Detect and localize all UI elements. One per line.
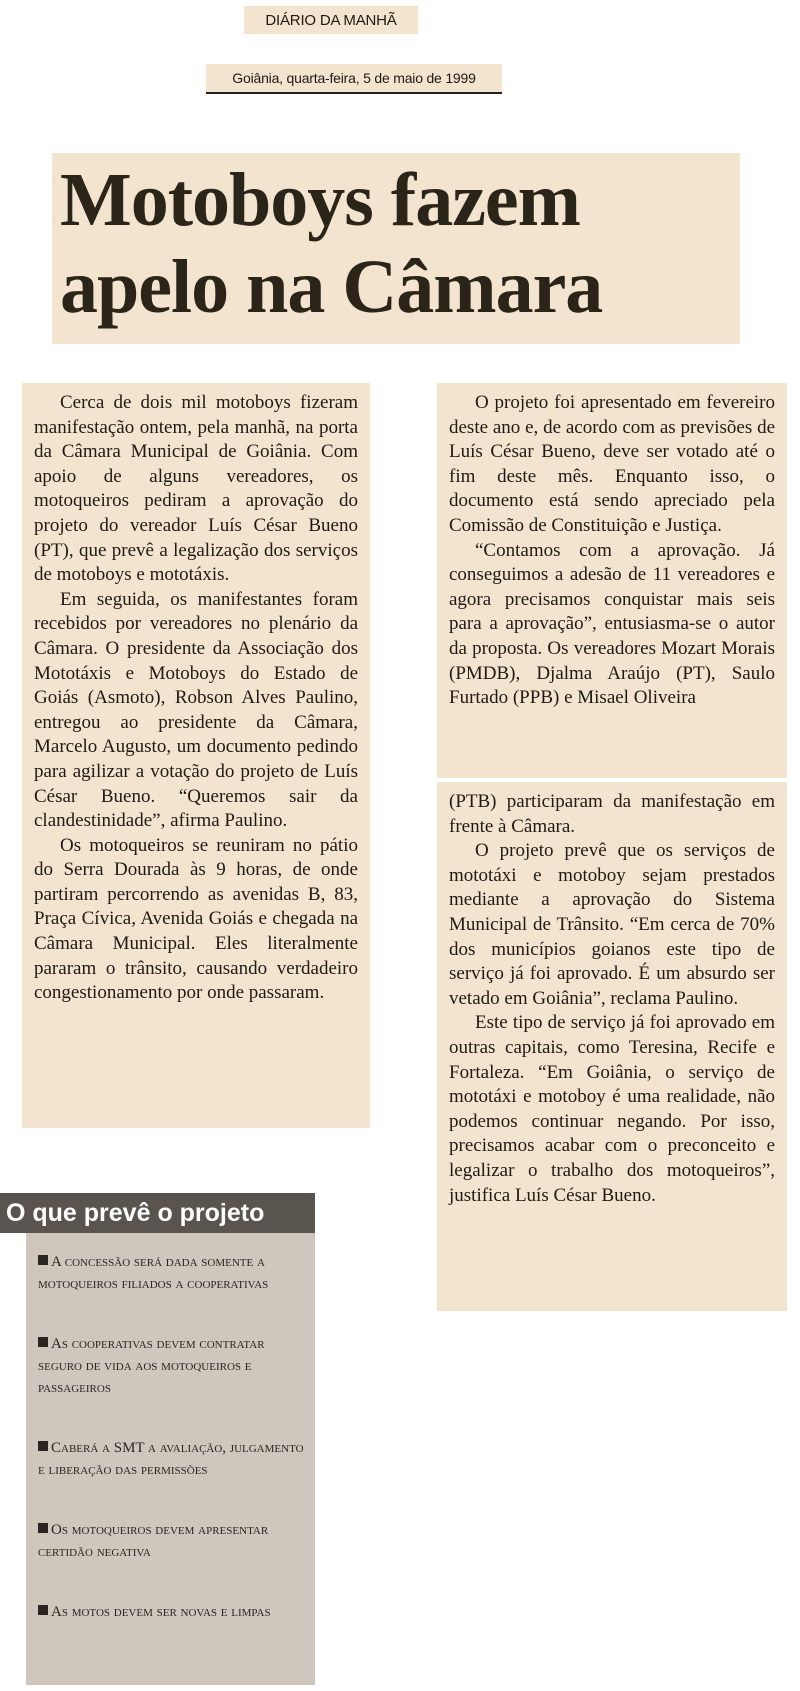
sidebar-box [26,1233,315,1685]
masthead: DIÁRIO DA MANHÃ [244,6,418,34]
sidebar-item-text: Caberá a SMT a avaliação, julgamento e liberação das permissões [38,1440,304,1478]
sidebar-item-text: As cooperativas devem contratar seguro de vida aos motoqueiros e passageiros [38,1336,265,1396]
article-paragraph: O projeto prevê que os serviços de mototáxi e motoboy sejam prestados mediante a aprovação do Sistema Municipal de Trânsito. “Em cerca de 70% dos municípios goianos este tipo de serviço já foi aprovado. É um absurdo ser vetado em Goiânia”, reclama Paulino. [449,840,775,1009]
article-paragraph: Os motoqueiros se reuniram no pátio do Serra Dourada às 9 horas, de onde partiram percorrendo as avenidas B, 83, Praça Cívica, Avenida Goiás e chegada na Câmara Municipal. Eles literalmente pararam o trânsito, causando verdadeiro congestionamento por onde passaram. [34,834,358,1004]
article-column-left [22,383,370,1128]
article-paragraph: O projeto foi apresentado em fevereiro deste ano e, de acordo com as previsões de Luís César Bueno, deve ser votado até o fim deste mês. Enquanto isso, o documento está sendo apreciado pela Comissão de Constituição e Justiça. [449,392,775,536]
article-paragraph: Cerca de dois mil motoboys fizeram manifestação ontem, pela manhã, na porta da Câmara Municipal de Goiânia. Com apoio de alguns vereadores, os motoqueiros pediram a aprovação do projeto do vereador Luís César Bueno (PT), que prevê a legalização dos serviços de motoboys e mototáxis. [34,392,358,586]
sidebar-item-text: As motos devem ser novas e limpas [51,1604,271,1620]
square-bullet-icon [38,1605,48,1615]
square-bullet-icon [38,1255,48,1265]
sidebar-item [38,1251,309,1295]
square-bullet-icon [38,1337,48,1347]
square-bullet-icon [38,1523,48,1533]
square-bullet-icon [38,1441,48,1451]
headline-clipping [52,153,740,344]
sidebar-item-text: Os motoqueiros devem apresentar certidão negativa [38,1522,269,1560]
headline: Motoboys fazem apelo na Câmara [60,158,603,329]
dateline: Goiânia, quarta-feira, 5 de maio de 1999 [206,64,502,94]
sidebar-item [38,1519,309,1563]
article-paragraph: Este tipo de serviço já foi aprovado em outras capitais, como Teresina, Recife e Fortaleza. “Em Goiânia, o serviço de mototáxi e motoboy é uma realidade, não podemos continuar negando. Por isso, precisamos acabar com o preconceito e legalizar o trabalho dos motoqueiros”, justifica Luís César Bueno. [449,1012,775,1206]
sidebar-item [38,1437,309,1481]
sidebar-item [38,1601,309,1623]
sidebar-title: O que prevê o projeto [0,1193,315,1233]
article-column-right-bottom [437,782,787,1311]
article-paragraph: “Contamos com a aprovação. Já conseguimos a adesão de 11 vereadores e agora precisamos conquistar mais seis para a aprovação”, entusiasma-se o autor da proposta. Os vereadores Mozart Morais (PMDB), Djalma Araújo (PT), Saulo Furtado (PPB) e Misael Oliveira [449,539,775,709]
article-column-right-top [437,383,787,778]
article-paragraph: (PTB) participaram da manifestação em frente à Câmara. [449,791,775,837]
sidebar-item-text: A concessão será dada somente a motoqueiros filiados a cooperativas [38,1254,269,1292]
sidebar-item [38,1333,309,1399]
article-paragraph: Em seguida, os manifestantes foram recebidos por vereadores no plenário da Câmara. O presidente da Associação dos Mototáxis e Motoboys do Estado de Goiás (Asmoto), Robson Alves Paulino, entregou ao presidente da Câmara, Marcelo Augusto, um documento pedindo para agilizar a votação do projeto de Luís César Bueno. “Queremos sair da clandestinidade”, afirma Paulino. [34,588,358,832]
